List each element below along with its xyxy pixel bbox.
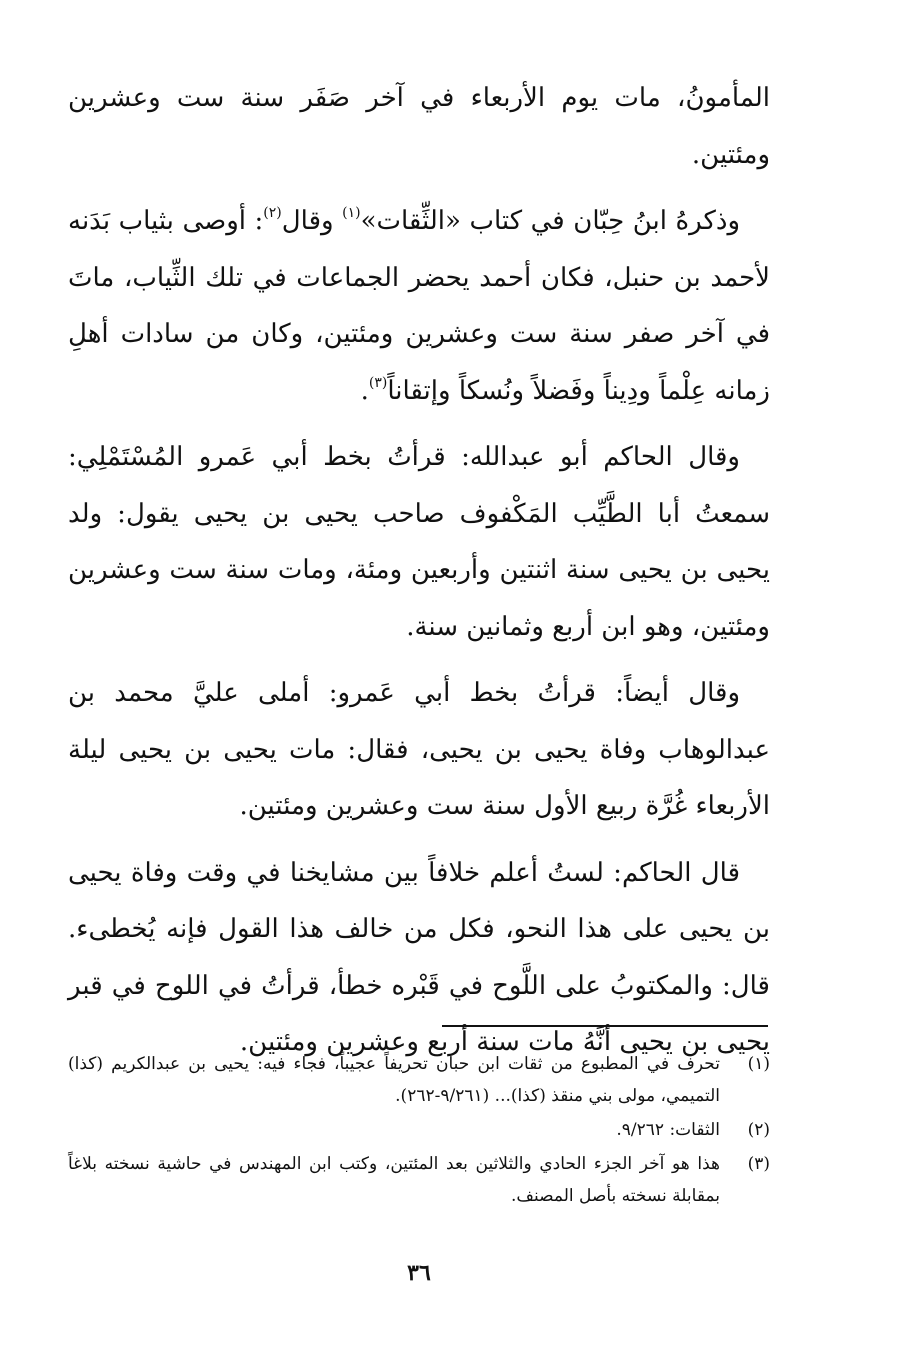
main-text <box>68 70 770 1071</box>
paragraph-5-text: قال الحاكم: لستُ أعلم خلافاً بين مشايخنا في وقت وفاة يحيى بن يحيى على هذا النحو، فكل من خالف هذا القول فإنه يُخطىء. قال: والمكتوبُ على اللَّوح في قَبْره خطأ، قرأتُ في اللوح في قبر يحيى بن يحيى أنَّهُ مات سنة أربع وعشرين ومئتين. <box>68 857 770 1057</box>
paragraph-3 <box>68 429 770 655</box>
footnote-ref-2[interactable]: (٢) <box>263 205 282 221</box>
footnote-2 <box>68 1114 770 1146</box>
footnote-divider <box>442 1025 768 1027</box>
book-page <box>68 70 770 1286</box>
footnotes <box>68 1048 770 1214</box>
footnote-3-text: هذا هو آخر الجزء الحادي والثلاثين بعد المئتين، وكتب ابن المهندس في حاشية نسخته بلاغاً بمقابلة نسخته بأصل المصنف. <box>68 1154 720 1206</box>
paragraph-2 <box>68 193 770 419</box>
paragraph-2-part-4: . <box>360 375 369 406</box>
paragraph-4 <box>68 665 770 835</box>
footnote-ref-3[interactable]: (٣) <box>368 374 388 391</box>
paragraph-2-part-3: : أوصى بثياب بَدَنه لأحمد بن حنبل، فكان أحمد يحضر الجماعات في تلك الثِّياب، ماتَ في آخر صفر سنة ست وعشرين ومئتين، وكان من سادات أهلِ زمانه عِلْماً ودِيناً وفَضلاً ونُسكاً وإتقاناً <box>68 206 770 406</box>
paragraph-5 <box>68 845 770 1071</box>
footnote-3 <box>68 1148 770 1212</box>
paragraph-1 <box>68 70 770 183</box>
page-number: ٣٦ <box>407 1260 431 1286</box>
footnote-ref-1[interactable]: (١) <box>342 205 361 221</box>
footnote-1-text: تحرف في المطبوع من ثقات ابن حبان تحريفاً عجيباً، فجاء فيه: يحيى بن عبدالكريم (كذا) التميمي، مولى بني منقذ (كذا)... (٩/٢٦١-٢٦٢). <box>68 1054 720 1106</box>
footnote-2-number: (٢) <box>747 1120 770 1140</box>
paragraph-2-part-2: وقال <box>281 206 343 236</box>
paragraph-2-part-1: وذكرهُ ابنُ حِبّان في كتاب «الثِّقات» <box>360 206 741 236</box>
footnote-2-text: الثقات: ٩/٢٦٢. <box>616 1120 720 1140</box>
paragraph-3-text: وقال الحاكم أبو عبدالله: قرأتُ بخط أبي عَمرو المُسْتَمْلِي: سمعتُ أبا الطَّيِّب المَكْفوف صاحب يحيى بن يحيى يقول: ولد يحيى بن يحيى سنة اثنتين وأربعين ومئة، ومات سنة ست وعشرين ومئتين، وهو ابن أربع وثمانين سنة. <box>68 442 770 642</box>
footnote-1-number: (١) <box>747 1054 770 1074</box>
paragraph-4-text: وقال أيضاً: قرأتُ بخط أبي عَمرو: أملى عليَّ محمد بن عبدالوهاب وفاة يحيى بن يحيى، فقال: مات يحيى بن يحيى ليلة الأربعاء غُرَّة ربيع الأول سنة ست وعشرين ومئتين. <box>68 678 770 821</box>
footnote-1 <box>68 1048 770 1112</box>
paragraph-1-text: المأمونُ، مات يوم الأربعاء في آخر صَفَر سنة ست وعشرين ومئتين. <box>68 83 770 170</box>
footnote-3-number: (٣) <box>747 1154 770 1174</box>
